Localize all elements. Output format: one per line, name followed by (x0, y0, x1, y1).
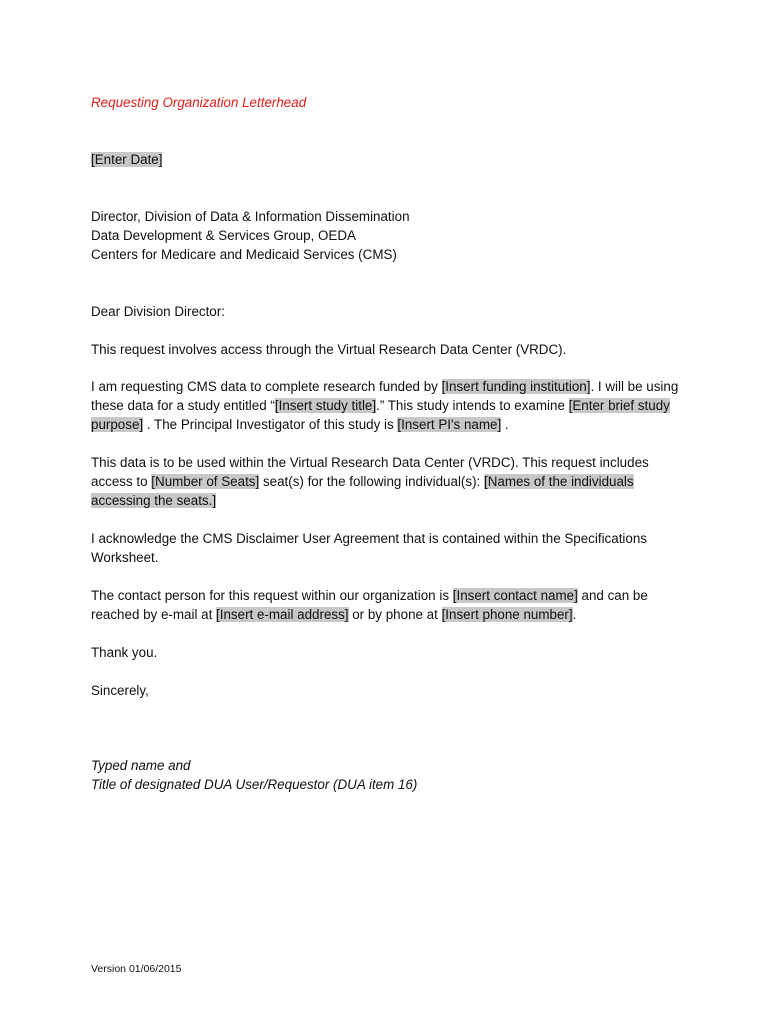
pi-name-placeholder: [Insert PI's name] (397, 417, 502, 432)
closing-line: Sincerely, (91, 683, 149, 698)
contact-name-placeholder: [Insert contact name] (452, 588, 578, 603)
text-run: seat(s) for the following individual(s): (259, 474, 484, 489)
recipient-line: Data Development & Services Group, OEDA (91, 228, 356, 243)
date-placeholder: [Enter Date] (91, 152, 163, 167)
seat-count-placeholder: [Number of Seats] (151, 474, 260, 489)
text-run: I am requesting CMS data to complete research funded by (91, 379, 442, 394)
text-run: This data is to be used within the Virtual Research Data Center (VRDC). This request includes access to (91, 455, 649, 489)
signature-line: Typed name and (91, 758, 191, 773)
signature-block (91, 756, 681, 794)
recipient-address (91, 207, 681, 264)
recipient-line: Director, Division of Data & Information Dissemination (91, 209, 410, 224)
paragraph-study-details (91, 377, 681, 434)
text-run: The contact person for this request within our organization is (91, 588, 453, 603)
text-run: . (501, 417, 509, 432)
text-run: and can be reached by e-mail at (91, 588, 648, 622)
recipient-line: Centers for Medicare and Medicaid Services (CMS) (91, 247, 397, 262)
text-run: or by phone at (348, 607, 442, 622)
email-placeholder: [Insert e-mail address] (216, 607, 349, 622)
paragraph-vrdc-access: This request involves access through the Virtual Research Data Center (VRDC). (91, 342, 567, 357)
text-run: . The Principal Investigator of this study is (143, 417, 398, 432)
text-run: . (572, 607, 577, 622)
individual-names-placeholder: [Names of the individuals accessing the seats.] (91, 474, 634, 508)
phone-placeholder: [Insert phone number] (441, 607, 573, 622)
study-title-placeholder: [Insert study title] (274, 398, 377, 413)
paragraph-seats (91, 453, 681, 510)
version-footer: Version 01/06/2015 (91, 963, 182, 975)
signature-line: Title of designated DUA User/Requestor (DUA item 16) (91, 777, 418, 792)
text-run: .” This study intends to examine (376, 398, 569, 413)
paragraph-disclaimer: I acknowledge the CMS Disclaimer User Agreement that is contained within the Specifications Worksheet. (91, 531, 647, 565)
funding-institution-placeholder: [Insert funding institution] (441, 379, 591, 394)
text-run: . I will be using these data for a study entitled “ (91, 379, 679, 413)
letterhead-heading: Requesting Organization Letterhead (91, 95, 307, 110)
date-line (91, 150, 681, 169)
paragraph-contact (91, 586, 681, 624)
study-purpose-placeholder: [Enter brief study purpose] (91, 398, 670, 432)
thank-you-line: Thank you. (91, 645, 158, 660)
salutation: Dear Division Director: (91, 304, 225, 319)
